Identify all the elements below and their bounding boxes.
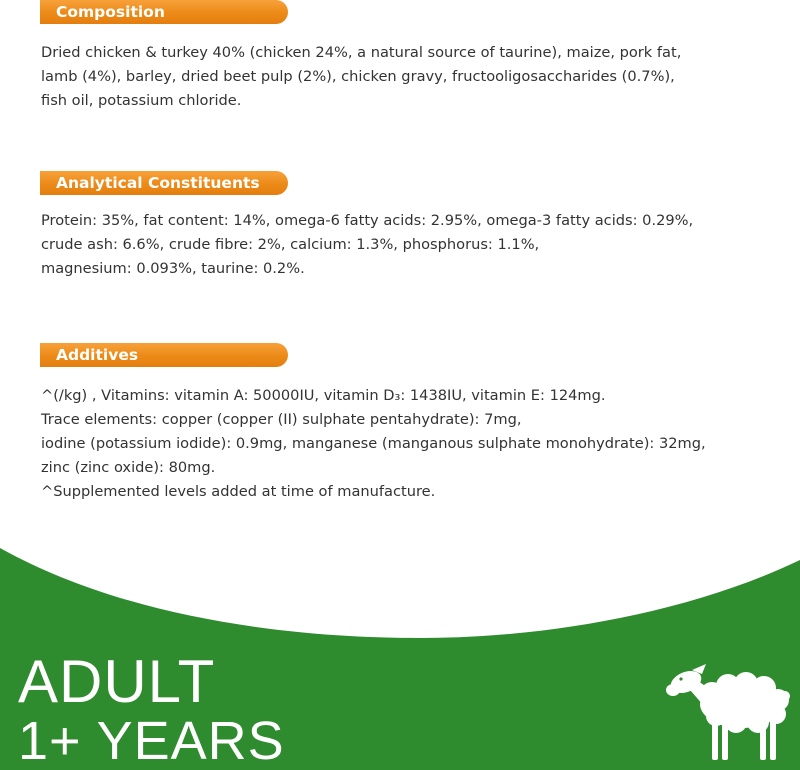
analytical-line: crude ash: 6.6%, crude fibre: 2%, calcium: 1.3%, phosphorus: 1.1%, <box>41 236 540 253</box>
composition-heading-label: Composition <box>56 3 165 21</box>
composition-line: Dried chicken & turkey 40% (chicken 24%, a natural source of taurine), maize, pork fat, <box>41 44 682 61</box>
age-title-line2: 1+ YEARS <box>18 711 285 770</box>
composition-line: fish oil, potassium chloride. <box>41 92 242 109</box>
additives-line: iodine (potassium iodide): 0.9mg, manganese (manganous sulphate monohydrate): 32mg, <box>41 435 706 452</box>
analytical-line: magnesium: 0.093%, taurine: 0.2%. <box>41 260 305 277</box>
additives-line: ^(/kg) , Vitamins: vitamin A: 50000IU, vitamin D₃: 1438IU, vitamin E: 124mg. <box>41 387 606 404</box>
composition-line: lamb (4%), barley, dried beet pulp (2%), chicken gravy, fructooligosaccharides (0.7%), <box>41 68 675 85</box>
additives-heading <box>40 343 288 367</box>
analytical-heading <box>40 171 288 195</box>
analytical-text <box>41 209 786 281</box>
analytical-line: Protein: 35%, fat content: 14%, omega-6 fatty acids: 2.95%, omega-3 fatty acids: 0.29%, <box>41 212 694 229</box>
additives-line: zinc (zinc oxide): 80mg. <box>41 459 216 476</box>
analytical-heading-label: Analytical Constituents <box>56 174 260 192</box>
age-title-line1: ADULT <box>18 648 216 715</box>
additives-text <box>41 384 786 504</box>
composition-heading <box>40 0 288 24</box>
additives-line: Trace elements: copper (copper (II) sulphate pentahydrate): 7mg, <box>41 411 522 428</box>
additives-heading-label: Additives <box>56 346 139 364</box>
additives-line: ^Supplemented levels added at time of manufacture. <box>41 483 436 500</box>
sheep-icon <box>664 660 794 762</box>
composition-text <box>41 41 786 113</box>
